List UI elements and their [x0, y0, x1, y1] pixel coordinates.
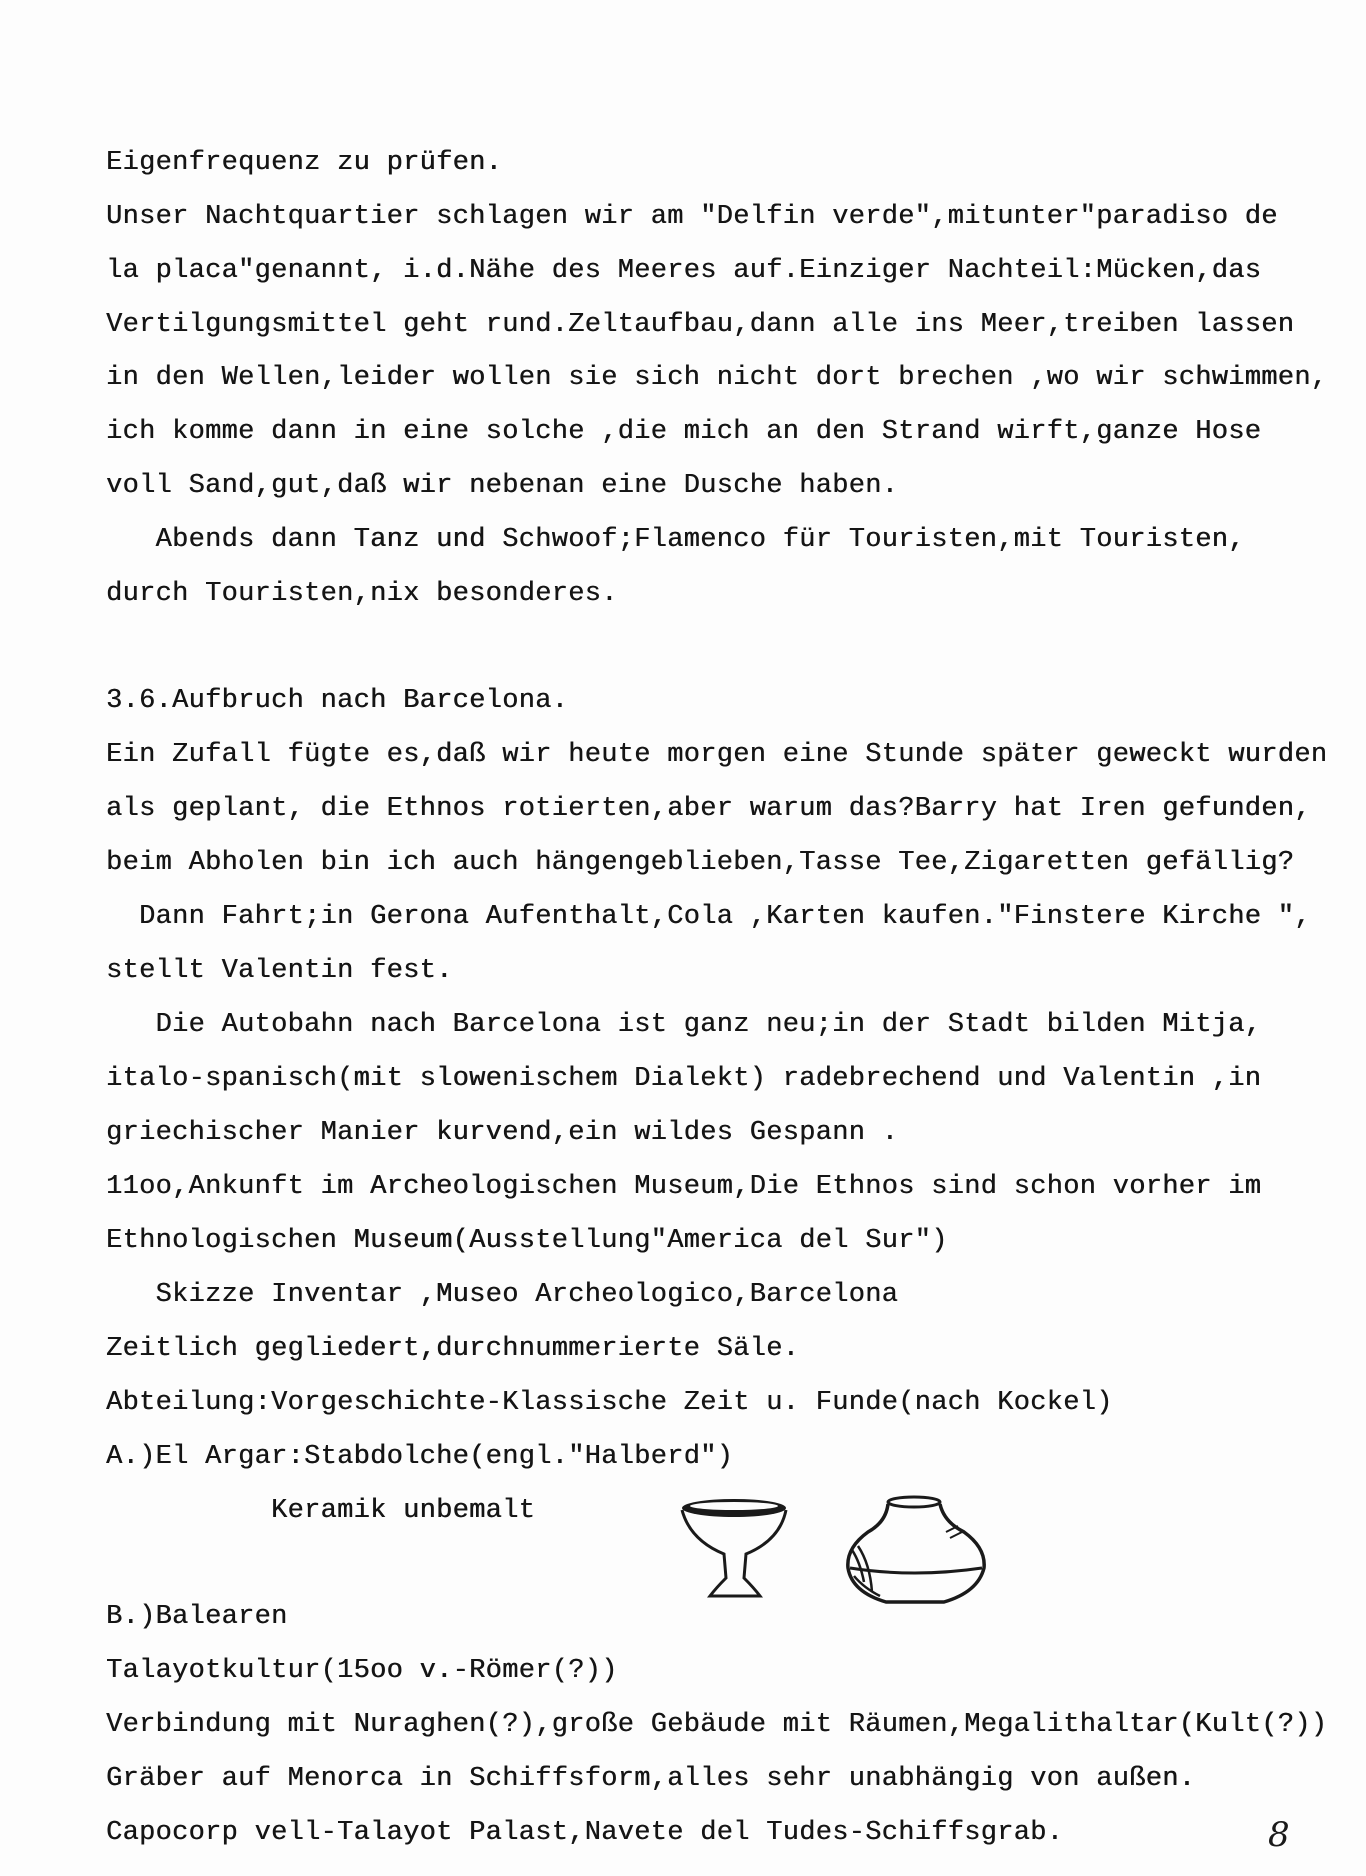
text-line: Ethnologischen Museum(Ausstellung"America del Sur") [106, 1226, 948, 1256]
text-line: B.)Balearen [106, 1602, 288, 1632]
text-line: Abteilung:Vorgeschichte-Klassische Zeit u. Funde(nach Kockel) [106, 1388, 1113, 1418]
text-line: voll Sand,gut,daß wir nebenan eine Dusche haben. [106, 471, 899, 501]
text-line: la placa"genannt, i.d.Nähe des Meeres auf.Einziger Nachteil:Mücken,das [106, 256, 1262, 286]
text-line: Die Autobahn nach Barcelona ist ganz neu;in der Stadt bilden Mitja, [106, 1010, 1262, 1040]
text-line: Gräber auf Menorca in Schiffsform,alles sehr unabhängig von außen. [106, 1764, 1196, 1794]
text-line: ich komme dann in eine solche ,die mich an den Strand wirft,ganze Hose [106, 417, 1262, 447]
ceramic-jar-sketch [842, 1492, 992, 1610]
text-line: durch Touristen,nix besonderes. [106, 579, 618, 609]
text-line: Eigenfrequenz zu prüfen. [106, 148, 503, 178]
text-line: griechischer Manier kurvend,ein wildes Gespann . [106, 1118, 899, 1148]
text-line: Capocorp vell-Talayot Palast,Navete del Tudes-Schiffsgrab. [106, 1818, 1064, 1848]
text-line: A.)El Argar:Stabdolche(engl."Halberd") [106, 1442, 734, 1472]
ceramic-bowl-sketch [676, 1492, 794, 1602]
text-line: als geplant, die Ethnos rotierten,aber warum das?Barry hat Iren gefunden, [106, 794, 1311, 824]
text-line: 11oo,Ankunft im Archeologischen Museum,Die Ethnos sind schon vorher im [106, 1172, 1262, 1202]
text-line: Keramik unbemalt [106, 1496, 536, 1526]
text-line: Dann Fahrt;in Gerona Aufenthalt,Cola ,Karten kaufen."Finstere Kirche ", [106, 902, 1311, 932]
text-line: beim Abholen bin ich auch hängengeblieben,Tasse Tee,Zigaretten gefällig? [106, 848, 1295, 878]
text-line: in den Wellen,leider wollen sie sich nicht dort brechen ,wo wir schwimmen, [106, 363, 1328, 393]
text-line: Zeitlich gegliedert,durchnummerierte Säle. [106, 1334, 800, 1364]
text-line: stellt Valentin fest. [106, 956, 453, 986]
text-line: Abends dann Tanz und Schwoof;Flamenco für Touristen,mit Touristen, [106, 525, 1245, 555]
text-line: italo-spanisch(mit slowenischem Dialekt) radebrechend und Valentin ,in [106, 1064, 1262, 1094]
section-heading: 3.6.Aufbruch nach Barcelona. [106, 686, 569, 716]
text-line: Talayotkultur(15oo v.-Römer(?)) [106, 1656, 618, 1686]
text-line: Verbindung mit Nuraghen(?),große Gebäude mit Räumen,Megalithaltar(Kult(?)) [106, 1710, 1328, 1740]
text-line: Skizze Inventar ,Museo Archeologico,Barcelona [106, 1280, 899, 1310]
page-number: 8 [1268, 1815, 1290, 1855]
text-line: Unser Nachtquartier schlagen wir am "Delfin verde",mitunter"paradiso de [106, 202, 1278, 232]
text-line: Vertilgungsmittel geht rund.Zeltaufbau,dann alle ins Meer,treiben lassen [106, 310, 1295, 340]
text-line: Ein Zufall fügte es,daß wir heute morgen eine Stunde später geweckt wurden [106, 740, 1328, 770]
